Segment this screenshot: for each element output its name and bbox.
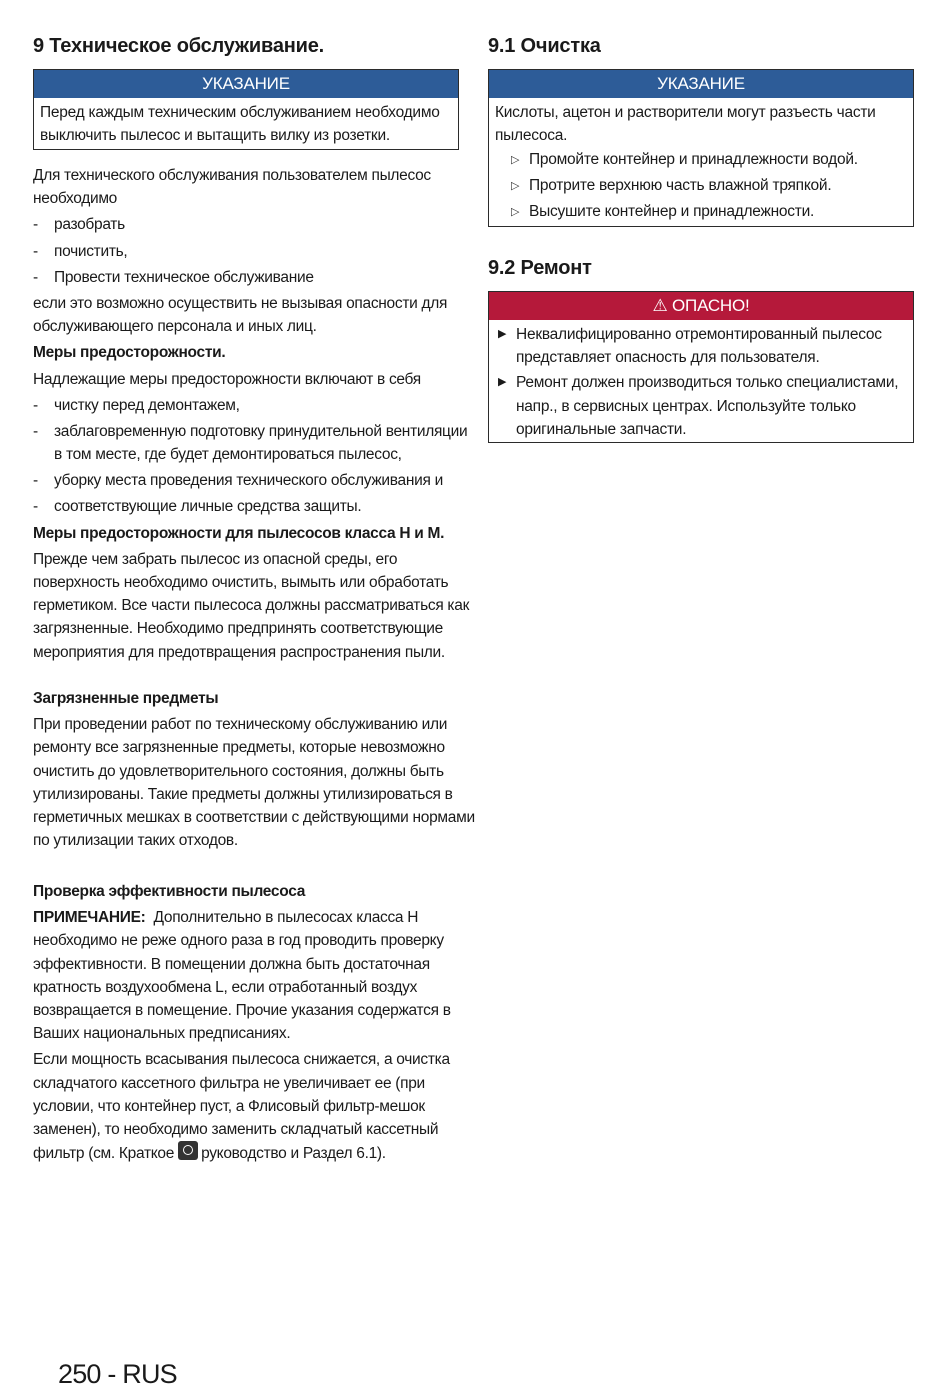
danger-item: ▶ Неквалифицированно отремонтированный пылесос представляет опасность для пользователя.: [495, 323, 907, 369]
paragraph-line: При проведении работ по техническому обслуживанию или: [33, 716, 448, 734]
cleaning-step: ▷ Протрите верхнюю часть влажной тряпкой.: [495, 173, 907, 199]
notice-body: [489, 98, 913, 225]
paragraph-line: по утилизации таких отходов.: [33, 832, 238, 850]
paragraph-line: поверхность необходимо очистить, вымыть или обработать: [33, 574, 449, 591]
paragraph-line: ремонту все загрязненные предметы, которые невозможно: [33, 739, 445, 757]
paragraph-line: фильтр (см. Краткое руководство и Раздел 6.1).: [33, 1141, 459, 1164]
paragraph-line: утилизированы. Такие предметы должны утилизироваться в: [33, 785, 453, 803]
note-line: ПРИМЕЧАНИЕ: Дополнительно в пылесосах класса H: [33, 909, 419, 927]
paragraph-line: возвращается в помещение. Прочие указания содержатся в: [33, 1001, 451, 1019]
paragraph-line: кратность воздухообмена L, если отработанный воздух: [33, 978, 418, 996]
paragraph-line: Прежде чем забрать пылесос из опасной среды, его: [33, 550, 398, 568]
solid-triangle-icon: ▶: [498, 376, 507, 389]
paragraph-line: загрязненные. Необходимо предпринять соответствующие: [33, 620, 443, 638]
notice-header: УКАЗАНИЕ: [34, 70, 458, 98]
section-title-maintenance: 9 Техническое обслуживание.: [33, 35, 325, 57]
efficiency-heading: Проверка эффективности пылесоса: [33, 883, 306, 900]
danger-box-repair: [488, 291, 914, 443]
precautions-heading: Меры предосторожности.: [33, 344, 226, 362]
efficiency-section: [33, 880, 459, 1164]
warning-triangle-icon: ⚠: [652, 296, 668, 315]
section-title-cleaning: 9.1 Очистка: [488, 35, 601, 57]
paragraph-line: герметиком. Все части пылесоса должны рассматриваться как: [33, 597, 470, 615]
paragraph-line: Ваших национальных предписаниях.: [33, 1025, 291, 1043]
list-item-continuation: в том месте, где будет демонтироваться пылесос,: [54, 446, 402, 464]
danger-header: ⚠ ОПАСНО!: [489, 292, 913, 320]
cleaning-step: ▷ Высушите контейнер и принадлежности.: [495, 199, 907, 225]
open-triangle-icon: ▷: [511, 206, 520, 219]
notice-line: выключить пылесос и вытащить вилку из розетки.: [40, 127, 390, 145]
paragraph-line: необходимо не реже одного раза в год проводить проверку: [33, 932, 444, 950]
notice-box-cleaning: [488, 69, 914, 227]
paragraph-line: если это возможно осуществить не вызывая опасности для: [33, 294, 448, 312]
open-triangle-icon: ▷: [511, 180, 520, 193]
manual-book-icon: [178, 1141, 198, 1160]
notice-line: Перед каждым техническим обслуживанием необходимо: [40, 104, 440, 121]
hm-heading: Меры предосторожности для пылесосов класса H и M.: [33, 524, 445, 542]
paragraph-line: герметичных мешках в соответствии с действующими нормами: [33, 808, 475, 826]
open-triangle-icon: ▷: [511, 154, 520, 167]
list-item: - чистку перед демонтажем,: [33, 396, 240, 414]
contaminated-section: [33, 687, 475, 852]
list-item: - уборку места проведения технического обслуживания и: [33, 472, 443, 490]
list-item: - почистить,: [33, 242, 128, 260]
paragraph-line: Для технического обслуживания пользователем пылесос: [33, 167, 431, 184]
cleaning-step: ▷ Промойте контейнер и принадлежности водой.: [495, 147, 907, 173]
paragraph-line: заменен), то необходимо заменить складчатый кассетный: [33, 1120, 439, 1138]
paragraph-line: эффективности. В помещении должна быть достаточная: [33, 955, 430, 973]
contaminated-heading: Загрязненные предметы: [33, 690, 219, 707]
page-number: 250 - RUS: [58, 1359, 177, 1389]
danger-item: ▶ Ремонт должен производиться только специалистами, напр., в сервисных центрах. Используйте только оригинальные запчасти.: [495, 371, 907, 441]
list-item: - соответствующие личные средства защиты.: [33, 498, 362, 516]
paragraph-line: очистить до удовлетворительного состояния, должны быть: [33, 762, 444, 780]
note-label: ПРИМЕЧАНИЕ:: [33, 909, 146, 927]
notice-box-maintenance: [33, 69, 459, 150]
solid-triangle-icon: ▶: [498, 328, 507, 340]
notice-body: [34, 98, 458, 150]
notice-header: УКАЗАНИЕ: [489, 70, 913, 98]
list-item: - заблаговременную подготовку принудительной вентиляции: [33, 422, 468, 440]
precautions-intro: Надлежащие меры предосторожности включают в себя: [33, 370, 421, 388]
list-item: - Провести техническое обслуживание: [33, 268, 314, 286]
paragraph-line: условии, что контейнер пуст, а Флисовый фильтр-мешок: [33, 1097, 425, 1115]
paragraph-line: Если мощность всасывания пылесоса снижается, а очистка: [33, 1051, 450, 1069]
paragraph-line: необходимо: [33, 190, 117, 208]
paragraph-line: обслуживающего персонала и иных лиц.: [33, 318, 317, 336]
paragraph-line: мероприятия для предотвращения распространения пыли.: [33, 643, 445, 661]
paragraph-line: складчатого кассетного фильтра не увеличивает ее (при: [33, 1074, 425, 1092]
danger-body: [489, 320, 913, 444]
maintenance-body: [33, 164, 470, 664]
notice-line: Кислоты, ацетон и растворители могут разъесть части: [495, 104, 876, 121]
notice-line: пылесоса.: [495, 127, 568, 145]
section-title-repair: 9.2 Ремонт: [488, 257, 592, 279]
list-item: - разобрать: [33, 216, 125, 234]
